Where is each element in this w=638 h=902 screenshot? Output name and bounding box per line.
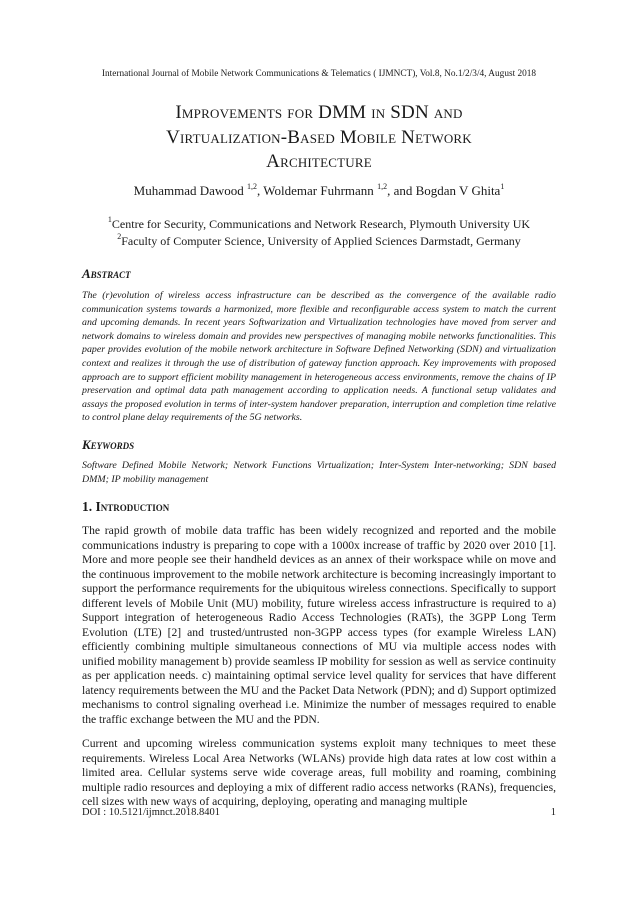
page-number: 1 (550, 807, 556, 818)
running-header: International Journal of Mobile Network Communications & Telematics ( IJMNCT), Vol.8, No.1/2/3/4, August 2018 (101, 69, 537, 79)
introduction-paragraph-1: The rapid growth of mobile data traffic has been widely recognized and reported and the mobile communications industry is preparing to cope with a 1000x increase of traffic by 2020 over 2010 [1]. More and more people see their handheld devices as an annex of their workspace while on move and the continuous improvement to the mobile network architecture is becoming increasingly important to support the performance requirements for the ubiquitous wireless connections. Specifically to support different levels of Mobile Unit (MU) mobility, future wireless access infrastructure is required to a) Support integration of heterogeneous Radio Access Technologies (RATs), the 3GPP Long Term Evolution (LTE) [2] and trusted/untrusted non-3GPP access types (for example Wireless LAN) efficiently combining multiple simultaneous connections of MU via multiple access nodes with unified mobility management b) provide seamless IP mobility for session as well as service continuity as per application needs. c) maintaining optimal service level quality for services that have different latency requirements between the MU and the Packet Data Network (PDN); and d) Support optimized mechanisms to control signaling overhead i.e. Minimize the number of messages required to enable the traffic exchange between the MU and the PDN. (82, 524, 556, 726)
title-line-3: Architecture (266, 151, 372, 172)
affiliations (82, 216, 556, 250)
introduction-paragraph-2: Current and upcoming wireless communication systems exploit many techniques to meet these requirements. Wireless Local Area Networks (WLANs) provide high data rates at low cost within a limited area. Cellular systems serve wide coverage areas, full mobility and roaming, combining multiple radio resources and deploying a mix of different radio access networks (RANs), frequencies, cell sizes with new ways of acquiring, deploying, operating and managing multiple (82, 737, 556, 808)
abstract-heading: Abstract (82, 266, 131, 281)
author-1-affil: 1,2 (247, 181, 258, 191)
keywords-heading: Keywords (82, 437, 135, 452)
author-2-affil: 1,2 (377, 181, 388, 191)
title-line-1: Improvements for DMM in SDN and (175, 102, 463, 123)
author-3-name: , and Bogdan V Ghita (387, 183, 501, 198)
affiliation-1-text: Centre for Security, Communications and Network Research, Plymouth University UK (111, 217, 531, 231)
author-list (82, 183, 556, 199)
keywords-text: Software Defined Mobile Network; Network Functions Virtualization; Inter-System Inter-networking; SDN based DMM; IP mobility management (82, 460, 556, 485)
abstract-text: The (r)evolution of wireless access infrastructure can be described as the convergence of the available radio communication systems towards a harmonized, more flexible and reconfigurable access system to match the current and upcoming demands. In recent years Softwarization and Virtualization technologies have moved from server and network domains to wireless domain and provides new perspectives of managing mobile networks functionalities. This paper provides evolution of the mobile network architecture in Software Defined Networking (SDN) and virtualization context and realizes it through the use of distribution of gateway function approach. Key improvements with proposed approach are to support efficient mobility management in heterogeneous access environments, remove the chains of IP preservation and optimal data path management according to application needs. A functional setup validates and assays the proposed evolution in terms of inter-system handover preparation, interruption and completion time relative to control plane delay requirements of the 5G networks. (82, 290, 556, 424)
affiliation-1 (82, 216, 556, 233)
introduction-heading: 1. Introduction (82, 499, 170, 514)
author-3-affil: 1 (500, 181, 505, 191)
author-2-name: , Woldemar Fuhrmann (257, 183, 378, 198)
affiliation-1-marker: 1 (107, 215, 112, 224)
affiliation-2 (82, 233, 556, 250)
affiliation-2-text: Faculty of Computer Science, University of Applied Sciences Darmstadt, Germany (121, 234, 521, 248)
affiliation-2-marker: 2 (117, 232, 122, 241)
author-1-name: Muhammad Dawood (133, 183, 248, 198)
doi-text: DOI : 10.5121/ijmnct.2018.8401 (82, 807, 220, 818)
paper-title (82, 101, 556, 175)
title-line-2: Virtualization-Based Mobile Network (166, 126, 472, 148)
page-footer (82, 806, 556, 819)
